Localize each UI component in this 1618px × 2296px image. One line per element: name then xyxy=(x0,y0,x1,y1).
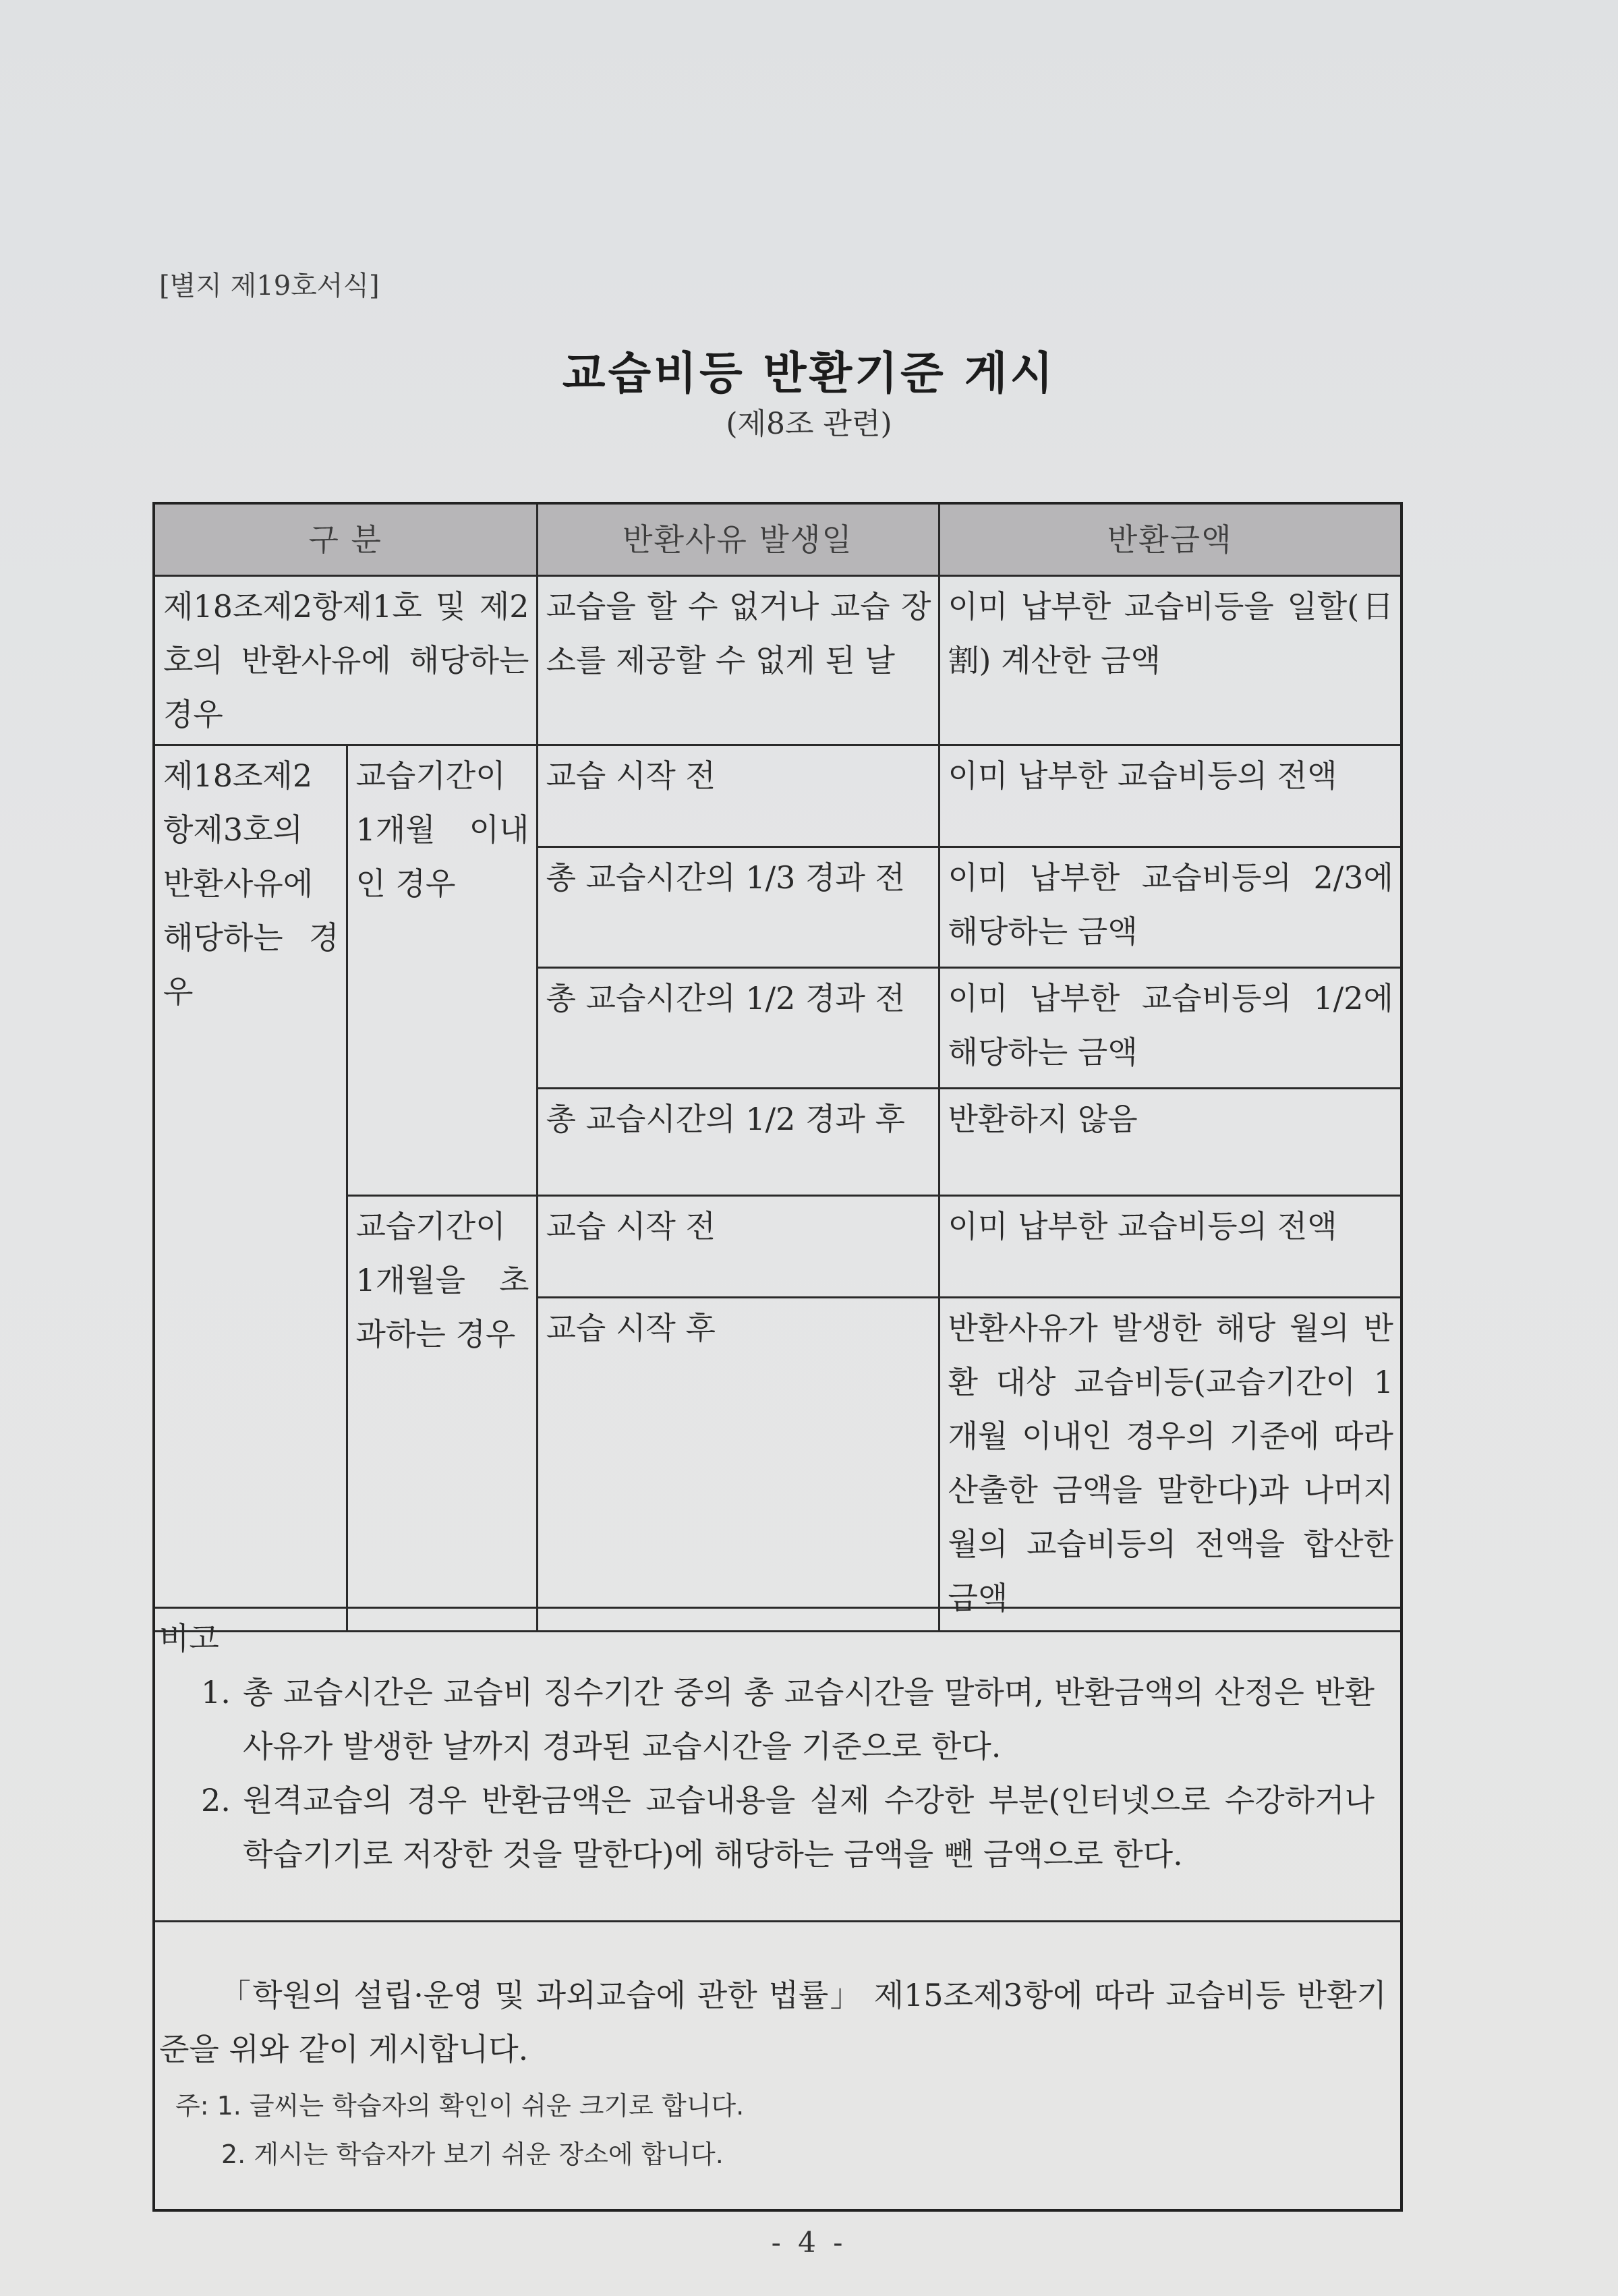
period-cell: 교습기간이 1개월을 초과하는 경우 xyxy=(347,1196,537,1632)
footnote-2: 2. 게시는 학습자가 보기 쉬운 장소에 합니다. xyxy=(221,2140,724,2169)
list-item-number: 2. xyxy=(201,1782,231,1818)
posting-statement: 「학원의 설립·운영 및 과외교습에 관한 법률」 제15조제3항에 따라 교습비등 반환기준을 위와 같이 게시합니다. xyxy=(159,1977,1387,2067)
list-item-number: 1. xyxy=(201,1674,231,1711)
list-item-text: 원격교습의 경우 반환금액은 교습내용을 실제 수강한 부분(인터넷으로 수강하거나 학습기기로 저장한 것을 말한다)에 해당하는 금액을 뺀 금액으로 한다. xyxy=(243,1782,1375,1872)
remarks-section xyxy=(155,1607,1400,1922)
list-item xyxy=(201,1665,1375,1773)
remarks-list xyxy=(201,1665,1375,1881)
occurrence-cell: 총 교습시간의 1/2 경과 후 xyxy=(537,1089,939,1196)
page-subtitle: (제8조 관련) xyxy=(726,407,892,441)
form-number-label: [별지 제19호서식] xyxy=(159,270,380,302)
list-item-text: 총 교습시간은 교습비 징수기간 중의 총 교습시간을 말하며, 반환금액의 산정은 반환사유가 발생한 날까지 경과된 교습시간을 기준으로 한다. xyxy=(243,1674,1375,1764)
page-title: 교습비등 반환기준 게시 xyxy=(562,347,1056,399)
posting-statement-section xyxy=(155,1922,1400,2209)
remarks-label: 비고 xyxy=(159,1620,219,1657)
table-header-row xyxy=(155,505,1400,576)
category-cell: 제18조제2항제1호 및 제2호의 반환사유에 해당하는 경우 xyxy=(155,576,537,745)
header-occurrence-date: 반환사유 발생일 xyxy=(537,505,939,576)
table-row xyxy=(155,745,1400,847)
occurrence-cell: 총 교습시간의 1/2 경과 전 xyxy=(537,968,939,1089)
occurrence-cell: 교습 시작 전 xyxy=(537,1196,939,1298)
refund-criteria-table xyxy=(155,505,1400,1632)
amount-cell: 이미 납부한 교습비등의 1/2에 해당하는 금액 xyxy=(939,968,1400,1089)
occurrence-cell: 교습 시작 후 xyxy=(537,1298,939,1632)
amount-cell: 반환사유가 발생한 해당 월의 반환 대상 교습비등(교습기간이 1개월 이내인 경우의 기준에 따라 산출한 금액을 말한다)과 나머지 월의 교습비등의 전액을 합산한 금액 xyxy=(939,1298,1400,1632)
amount-cell: 이미 납부한 교습비등의 전액 xyxy=(939,1196,1400,1298)
occurrence-cell: 총 교습시간의 1/3 경과 전 xyxy=(537,847,939,968)
list-item xyxy=(201,1773,1375,1881)
amount-cell: 이미 납부한 교습비등의 전액 xyxy=(939,745,1400,847)
amount-cell: 이미 납부한 교습비등을 일할(日割) 계산한 금액 xyxy=(939,576,1400,745)
header-refund-amount: 반환금액 xyxy=(939,505,1400,576)
amount-cell: 이미 납부한 교습비등의 2/3에 해당하는 금액 xyxy=(939,847,1400,968)
page-number: - 4 - xyxy=(771,2226,847,2259)
table-row xyxy=(155,576,1400,745)
category-cell: 제18조제2항제3호의 반환사유에 해당하는 경우 xyxy=(155,745,347,1632)
header-category: 구 분 xyxy=(155,505,537,576)
period-cell: 교습기간이 1개월 이내인 경우 xyxy=(347,745,537,1196)
footnote-1: 주: 1. 글씨는 학습자의 확인이 쉬운 크기로 합니다. xyxy=(175,2091,745,2121)
amount-cell: 반환하지 않음 xyxy=(939,1089,1400,1196)
occurrence-cell: 교습 시작 전 xyxy=(537,745,939,847)
occurrence-cell: 교습을 할 수 없거나 교습 장소를 제공할 수 없게 된 날 xyxy=(537,576,939,745)
